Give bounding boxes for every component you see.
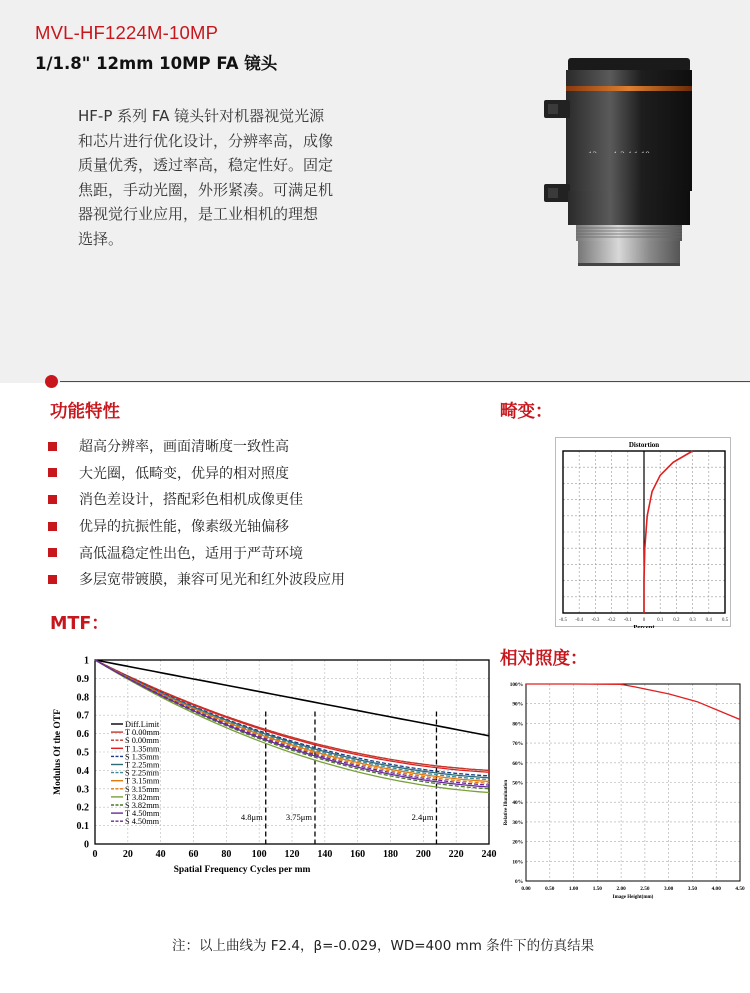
- x-axis-label: Spatial Frequency Cycles per mm: [173, 865, 311, 875]
- x-tick-label: 240: [481, 849, 497, 860]
- x-tick-label: 4.00: [711, 886, 721, 892]
- legend-label: S 4.50mm: [125, 817, 160, 827]
- x-tick-label: 160: [350, 849, 366, 860]
- footnote: 注：以上曲线为 F2.4，β=-0.029，WD=400 mm 条件下的仿真结果: [172, 938, 595, 954]
- x-tick-label: 1.00: [568, 886, 579, 892]
- intro-line: 质量优秀，透过率高，稳定性好。固定: [78, 156, 334, 174]
- product-subtitle: 1/1.8" 12mm 10MP FA 镜头: [35, 54, 278, 73]
- x-tick-label: -0.4: [575, 618, 584, 623]
- y-tick-label: 50%: [512, 780, 523, 787]
- x-tick-label: 2.50: [640, 886, 650, 892]
- y-axis-label: Relative Illumination: [504, 779, 509, 826]
- legend-label: T 2.25mm: [125, 760, 160, 770]
- bullet-square-icon: [48, 468, 57, 477]
- y-tick-label: 80%: [512, 721, 523, 728]
- intro-line: 焦距，手动光圈，外形紧凑。可满足机: [78, 180, 334, 199]
- legend-label: S 3.15mm: [125, 784, 160, 794]
- y-tick-label: 60%: [512, 760, 523, 767]
- product-model: MVL-HF1224M-10MP: [35, 22, 219, 43]
- list-item: 消色差设计，搭配彩色相机成像更佳: [48, 486, 345, 513]
- y-tick-label: 0.2: [76, 802, 89, 814]
- x-tick-label: 0: [642, 618, 646, 623]
- list-item: 高低温稳定性出色，适用于严苛环境: [48, 539, 345, 566]
- x-tick-label: 3.50: [687, 886, 698, 892]
- illumination-title: 相对照度：: [500, 649, 588, 669]
- relative-illumination-chart: [500, 676, 750, 906]
- legend-label: T 3.82mm: [125, 792, 160, 802]
- list-item: 大光圈，低畸变，优异的相对照度: [48, 460, 345, 487]
- intro-line: 器视觉行业应用，是工业相机的理想: [78, 205, 319, 223]
- mtf-title: MTF：: [50, 614, 109, 634]
- y-tick-label: 30%: [512, 819, 523, 826]
- x-tick-label: -0.2: [607, 618, 616, 623]
- x-tick-label: 180: [383, 849, 398, 860]
- y-tick-label: 70%: [512, 741, 523, 748]
- distortion-chart: [556, 438, 732, 628]
- x-tick-label: 40: [155, 849, 166, 860]
- legend-label: T 1.35mm: [125, 744, 160, 754]
- legend-label: S 2.25mm: [125, 768, 160, 778]
- x-tick-label: 0.4: [705, 618, 712, 623]
- legend-label: T 4.50mm: [125, 809, 160, 819]
- lens-product-image: [540, 52, 700, 274]
- y-axis-label: Modulus Of the OTF: [53, 709, 63, 795]
- x-tick-label: 0.1: [657, 618, 664, 623]
- x-tick-label: 120: [284, 849, 300, 860]
- x-tick-label: 4.50: [735, 886, 745, 892]
- legend-label: T 3.15mm: [125, 776, 160, 786]
- intro-line: HF-P 系列 FA 镜头针对机器视觉光源: [78, 107, 325, 125]
- features-title: 功能特性: [50, 402, 120, 422]
- y-tick-label: 90%: [512, 701, 523, 708]
- x-axis-label: Percent: [633, 624, 655, 628]
- bullet-square-icon: [48, 522, 57, 531]
- legend-label: S 0.00mm: [125, 736, 160, 746]
- y-tick-label: 0.7: [76, 710, 89, 722]
- x-tick-label: 220: [448, 849, 464, 860]
- legend-label: S 3.82mm: [125, 801, 160, 810]
- x-tick-label: 0.50: [545, 886, 555, 892]
- x-tick-label: 0.2: [673, 618, 680, 623]
- x-tick-label: 0.5: [721, 618, 729, 623]
- intro-line: 选择。: [78, 229, 124, 248]
- y-tick-label: 0.5: [76, 747, 89, 759]
- x-tick-label: 0.00: [521, 886, 531, 892]
- bullet-square-icon: [48, 575, 57, 584]
- illumination-curve: [526, 684, 740, 720]
- distortion-chart-frame: [555, 437, 731, 627]
- y-tick-label: 100%: [509, 682, 523, 688]
- x-tick-label: 2.00: [616, 886, 626, 892]
- features-list: [48, 433, 345, 593]
- section-divider: [60, 381, 750, 382]
- pixel-size-label: 2.4μm: [411, 812, 434, 823]
- legend-label: Diff.Limit: [125, 720, 160, 729]
- y-tick-label: 0.1: [76, 821, 89, 833]
- x-tick-label: 60: [188, 849, 199, 860]
- divider-dot: [45, 375, 58, 388]
- x-axis-label: Image Height(mm): [612, 895, 654, 900]
- x-tick-label: 0: [92, 849, 98, 860]
- pixel-size-label: 3.75μm: [285, 812, 312, 823]
- pixel-size-label: 4.8μm: [240, 812, 263, 823]
- y-tick-label: 0.3: [76, 784, 89, 796]
- x-tick-label: 140: [317, 849, 333, 860]
- x-tick-label: -0.5: [559, 618, 567, 623]
- x-tick-label: -0.1: [623, 618, 632, 623]
- x-tick-label: 200: [415, 849, 431, 860]
- product-intro: [78, 104, 388, 251]
- bullet-square-icon: [48, 495, 57, 504]
- x-tick-label: -0.3: [591, 618, 600, 623]
- list-item: 优异的抗振性能，像素级光轴偏移: [48, 513, 345, 540]
- y-tick-label: 10%: [512, 859, 523, 866]
- legend-label: S 1.35mm: [125, 752, 160, 762]
- y-tick-label: 0.4: [76, 765, 89, 777]
- bullet-square-icon: [48, 442, 57, 451]
- bullet-square-icon: [48, 548, 57, 557]
- y-tick-label: 0.6: [76, 729, 89, 741]
- mtf-chart: [50, 648, 500, 886]
- distortion-title: 畸变：: [500, 402, 553, 422]
- x-tick-label: 3.00: [664, 886, 674, 892]
- y-tick-label: 0.8: [76, 692, 89, 704]
- legend-label: T 0.00mm: [125, 728, 160, 738]
- hero-panel: [0, 0, 750, 383]
- y-tick-label: 0%: [515, 879, 523, 885]
- list-item: 多层宽带镀膜，兼容可见光和红外波段应用: [48, 566, 345, 593]
- intro-line: 和芯片进行优化设计，分辨率高，成像: [78, 131, 334, 150]
- x-tick-label: 80: [221, 849, 232, 860]
- y-tick-label: 20%: [512, 839, 523, 846]
- y-tick-label: 1: [84, 655, 89, 667]
- y-tick-label: 0: [84, 839, 89, 851]
- x-tick-label: 100: [251, 849, 267, 860]
- x-tick-label: 20: [122, 849, 133, 860]
- chart-title: Distortion: [628, 441, 660, 449]
- y-tick-label: 0.9: [76, 673, 89, 685]
- y-tick-label: 40%: [512, 800, 523, 807]
- list-item: 超高分辨率，画面清晰度一致性高: [48, 433, 345, 460]
- x-tick-label: 1.50: [592, 886, 602, 892]
- x-tick-label: 0.3: [689, 618, 696, 623]
